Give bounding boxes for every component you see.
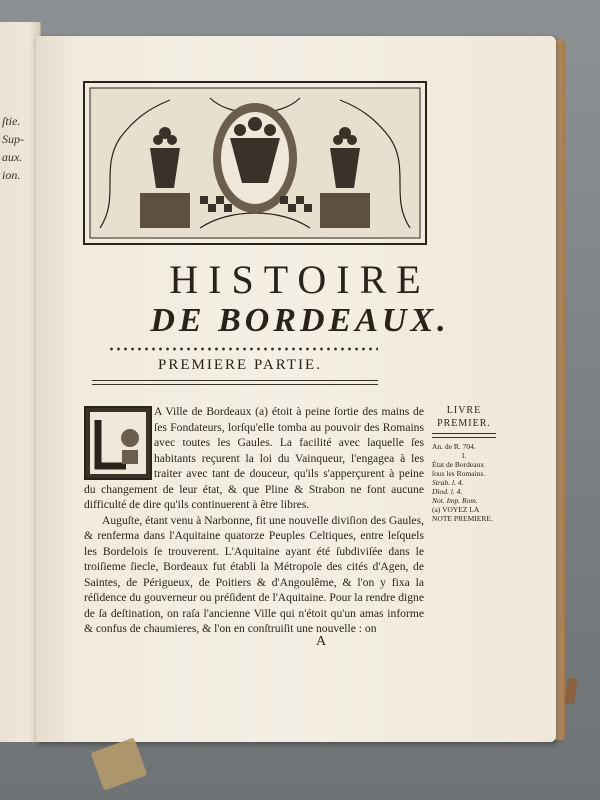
margin-rule (432, 433, 496, 438)
left-page-edge (0, 22, 41, 742)
double-rule (92, 380, 378, 385)
left-page-fragment: aux. (2, 150, 23, 164)
margin-note: I. (461, 451, 467, 460)
page-edges (555, 40, 565, 740)
signature-mark: A (316, 634, 327, 649)
margin-note: Not. Imp. Rom. (432, 496, 478, 505)
paragraph-2: Auguſte, étant venu à Narbonne, fit une nouvelle diviſion des Gaules, & renferma dans l'Aquitaine quatorze Peuples Celtiques, entre leſquels les Bordelois ſe trouverent. L'Aquitaine ayant été ſubdiviſée dans le troiſieme ſiecle, Bordeaux fut établi la Métropole des cités d'Agen, de Saintes, de Périgueux, de Poitiers & d'Angoulême, & l'on y fixa la réſidence du gouverneur ou préſident de l'Aquitaine. Pour la rendre digne de ſa deſtination, on raſa l'ancienne Ville qui n'étoit qu'un amas informe & confus de chaumieres, & l'on en conſtruiſit une nouvelle : on (84, 513, 424, 635)
left-page-fragment: ion. (2, 168, 21, 182)
paragraph-1: A Ville de Bordeaux (a) étoit à peine ſortie des mains de ſes Fondateurs, lorſqu'elle tomba au pouvoir des Romains avec toutes les Gaules. La facilité avec laquelle ſes habitants reçurent la loi du Vainqueur, l'engagea à les traiter avec tant de douceur, qu'ils s'apperçurent à peine du changement de leur état, & que Pline & Strabon ne font aucune difficulté de dire qu'ils continuerent à être libres. (84, 405, 424, 511)
margin-note: Diod. l. 4. (432, 487, 463, 496)
dotted-rule (108, 346, 378, 352)
body-text (84, 404, 424, 637)
left-page-fragment: ſtie. (2, 114, 21, 128)
part-heading: PREMIERE PARTIE. (158, 357, 322, 373)
margin-note: État de Bordeaux ſous les Romains. (432, 460, 486, 478)
margin-heading-line1: LIVRE (446, 405, 482, 416)
margin-note: Strab. l. 4. (432, 478, 464, 487)
left-page-fragment: Sup- (2, 132, 24, 146)
engraved-headpiece-ornament (80, 78, 430, 248)
margin-note: An. de R. 704. (432, 442, 476, 451)
book-title: HISTOIRE (169, 257, 431, 302)
book-subtitle: DE BORDEAUX. (150, 302, 450, 339)
margin-heading-line2: PREMIER. (437, 418, 491, 429)
margin-note: (a) VOYEZ LA NOTE PREMIERE. (432, 505, 493, 523)
margin-notes (432, 404, 496, 523)
